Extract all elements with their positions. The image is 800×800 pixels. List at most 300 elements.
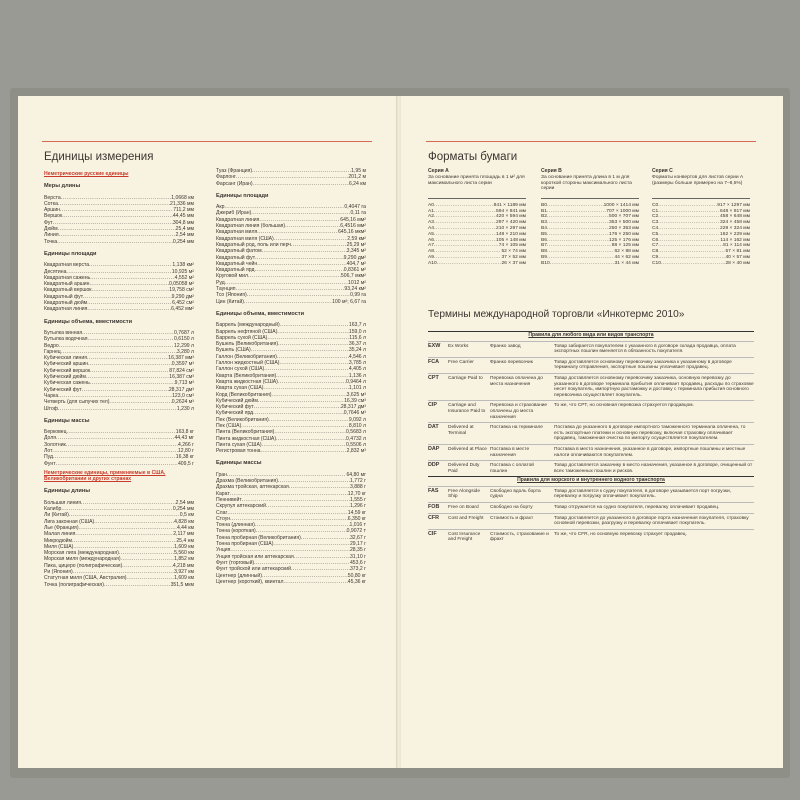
format-size: 176 × 250 мм <box>609 231 639 237</box>
unit-name: Цин (Китай) <box>216 298 245 305</box>
unit-value: 8,810 л <box>348 422 366 429</box>
format-code: B7 <box>541 243 547 249</box>
series-description: Форматы конвертов для листов серии A (размеры больше примерно на 7–8,5%) <box>652 175 750 199</box>
unit-name: Берковец <box>44 429 67 436</box>
unit-value: 0,5683 л <box>346 429 366 436</box>
unit-name: Руд <box>216 279 225 286</box>
unit-name: Штоф <box>44 405 58 412</box>
term-description: Товар отгружается на судно покупателя, перевалку оплачивает продавец. <box>554 505 720 511</box>
unit-name: Фунт тройской или аптекарский <box>216 566 292 573</box>
incoterm-row <box>428 422 754 444</box>
unit-value: 93,24 км² <box>344 286 366 293</box>
unit-value: 4,44 км <box>176 524 194 531</box>
unit-name: Пинта жидкостная (США) <box>216 435 277 442</box>
format-code: C5 <box>652 231 659 237</box>
term-russian: Поставка в месте назначения <box>490 446 530 458</box>
unit-name: Дюйм <box>44 226 58 233</box>
format-row <box>428 261 526 267</box>
term-code: DAT <box>428 424 439 431</box>
unit-value: 115,6 л <box>349 334 366 341</box>
unit-value: 29,17 г <box>349 541 366 548</box>
unit-value: 0,5506 л <box>346 441 366 448</box>
unit-name: Стоун <box>216 515 231 522</box>
unit-name: Малая линия <box>44 531 76 538</box>
unit-name: Четверть (для сыпучих тел) <box>44 399 110 406</box>
format-size: 648 × 917 мм <box>720 208 750 214</box>
dot-leader <box>57 239 173 245</box>
subsection-heading: Единицы объема, вместимости <box>216 310 305 317</box>
unit-name: Регистровая тонна <box>216 448 261 455</box>
unit-value: 25,4 мм <box>175 226 194 233</box>
term-english: Delivered at Place <box>448 446 487 452</box>
group2-rows <box>428 486 754 545</box>
unit-value: 4,266 г <box>177 441 194 448</box>
unit-row <box>44 239 194 245</box>
unit-name: Аршин <box>44 207 60 214</box>
format-size: 37 × 52 мм <box>501 254 526 260</box>
format-size: 1000 × 1414 мм <box>603 202 639 208</box>
unit-name: Фунт (торговый) <box>216 559 255 566</box>
unit-value: 19,758 см² <box>169 287 194 294</box>
format-code: A7 <box>428 243 434 249</box>
subsection-heading: Единицы массы <box>216 460 262 467</box>
unit-row <box>216 579 366 585</box>
term-code: CFR <box>428 514 440 521</box>
term-description: Товар забирается покупателем с указанного в договоре склада продавца, оплата экспортных пошлин вменяется в обязанность покупателя. <box>554 343 736 355</box>
unit-name: Бушель (США) <box>216 347 251 354</box>
unit-name: Микродюйм <box>44 537 73 544</box>
unit-value: 6,350 кг <box>347 515 366 522</box>
unit-name: Квадратная линия (большая) <box>216 223 286 230</box>
unit-name: Десятина <box>44 268 67 275</box>
dot-leader <box>550 261 615 267</box>
term-english: Ex Works <box>448 343 469 349</box>
unit-value: 201,2 м <box>348 174 366 181</box>
unit-name: Лье (Франция) <box>44 524 79 531</box>
unit-name: Калибр <box>44 506 62 513</box>
unit-name: Таунцип <box>216 286 236 293</box>
format-code: B4 <box>541 225 547 231</box>
format-code: C3 <box>652 220 659 226</box>
unit-row <box>44 461 194 467</box>
unit-name: Пеннивейт <box>216 496 242 503</box>
unit-value: 1,296 г <box>349 503 366 510</box>
format-size: 125 × 176 мм <box>609 237 639 243</box>
unit-row <box>216 448 366 454</box>
unit-value: 2,54 мм <box>175 232 194 239</box>
dot-leader <box>104 582 171 588</box>
unit-name: Кубический фут <box>44 386 82 393</box>
format-size: 57 × 81 мм <box>725 249 750 255</box>
unit-name: Квадратный фут <box>44 293 84 300</box>
unit-name: Галлон (Великобритания) <box>216 353 277 360</box>
format-code: A5 <box>428 231 434 237</box>
unit-name: Туаз (Франция) <box>216 168 253 174</box>
term-russian: Свободно на борту <box>490 505 533 511</box>
format-code: A8 <box>428 249 434 255</box>
unit-value: 159,0 л <box>348 328 366 335</box>
unit-value: 351,5 мкм <box>170 581 194 588</box>
unit-name: Бушель (Великобритания) <box>216 341 279 348</box>
term-english: Free on Board <box>448 505 479 511</box>
unit-value: 35,24 л <box>348 347 366 354</box>
unit-value: 1,230 л <box>176 405 194 412</box>
unit-name: Кубический дюйм <box>216 397 258 404</box>
term-description: Товар доставляется к судну покупателя, в договоре указывается порт погрузки, перевалку и погрузку оплачивает покупатель. <box>554 488 732 500</box>
unit-name: Драхма (Великобритания) <box>216 478 278 485</box>
unit-name: Бутылка водочная <box>44 336 88 343</box>
term-english: Carriage and Insurance Paid to <box>448 403 486 414</box>
term-russian: Франко завод <box>490 343 521 349</box>
unit-name: Квадратный аршин <box>44 281 90 288</box>
unit-name: Точка (полиграфическая) <box>44 581 104 588</box>
unit-value: 1,016 т <box>349 522 366 529</box>
unit-value: 1,0668 км <box>171 194 194 201</box>
unit-name: Линия <box>44 232 59 239</box>
format-size: 594 × 841 мм <box>496 208 526 214</box>
unit-name: Квадратная линия <box>44 306 88 313</box>
unit-value: 1,95 м <box>351 168 366 174</box>
unit-name: Пек (США) <box>216 422 242 429</box>
unit-value: 31,10 г <box>349 553 366 560</box>
format-size: 81 × 114 мм <box>723 243 750 249</box>
format-code: B10 <box>541 260 550 266</box>
format-code: A10 <box>428 260 437 266</box>
unit-value: 123,0 см³ <box>172 392 194 399</box>
format-size: 458 × 648 мм <box>720 214 750 220</box>
unit-name: Тонна (длинная) <box>216 522 255 529</box>
unit-value: 2,59 км² <box>347 235 366 242</box>
unit-value: 14,59 кг <box>347 509 366 516</box>
format-size: 297 × 420 мм <box>496 220 526 226</box>
unit-value: 44,45 мм <box>172 213 194 220</box>
unit-name: Сотка <box>44 200 58 207</box>
subsection-heading: Единицы массы <box>44 417 90 424</box>
format-code: A3 <box>428 220 434 226</box>
format-code: C1 <box>652 208 659 214</box>
term-russian: Поставка с оплатой пошлин <box>490 463 534 474</box>
subsection-heading: Единицы площади <box>44 250 97 257</box>
format-size: 917 × 1297 мм <box>717 202 750 208</box>
format-code: A1 <box>428 208 434 214</box>
unit-value: 1,852 км <box>174 556 194 563</box>
term-russian: Франко перевозчик <box>490 359 533 365</box>
top-red-rule <box>42 141 372 142</box>
unit-value: 87,824 см³ <box>169 367 194 374</box>
format-size: 250 × 353 мм <box>609 225 639 231</box>
unit-value: 4,828 км <box>174 518 194 525</box>
format-code: A6 <box>428 237 434 243</box>
unit-value: 0,254 мм <box>172 506 194 513</box>
term-code: CIP <box>428 402 437 409</box>
format-size: 148 × 210 мм <box>496 231 526 237</box>
unit-name: Гарнец <box>44 348 61 355</box>
unit-value: 100 м²; 6,67 га <box>332 298 366 305</box>
format-code: B5 <box>541 231 547 237</box>
dot-leader <box>56 461 178 467</box>
unit-name: Круговой мил <box>216 273 248 280</box>
units-title: Единицы измерения <box>44 151 154 163</box>
dot-leader <box>283 579 347 585</box>
unit-name: Пинта (Великобритания) <box>216 429 275 436</box>
incoterm-row <box>428 400 754 422</box>
subsection-heading: Единицы длины <box>44 488 91 495</box>
format-code: C7 <box>652 243 659 249</box>
term-english: Carriage Paid to <box>448 375 483 381</box>
unit-name: Квадратная сажень <box>44 274 91 281</box>
unit-value: 28,317 дм³ <box>168 386 194 393</box>
format-code: B8 <box>541 249 547 255</box>
format-size: 44 × 62 мм <box>614 254 639 260</box>
dot-leader <box>253 181 349 187</box>
unit-row <box>44 306 194 312</box>
unit-value: 0,5 км <box>179 512 194 519</box>
unit-value: 3,625 м³ <box>346 391 366 398</box>
unit-value: 3,280 л <box>176 348 194 355</box>
unit-row <box>44 406 194 412</box>
unit-value: 0,99 га <box>350 292 366 299</box>
unit-value: 36,37 л <box>348 341 366 348</box>
term-code: FCA <box>428 358 440 365</box>
series-a <box>428 169 526 267</box>
subsection-heading: Меры длины <box>44 183 81 190</box>
unit-row <box>216 299 366 305</box>
unit-name: Кубический фут <box>216 404 254 411</box>
incoterms-title: Термины международной торговли «Инкотермс 2010» <box>428 309 685 320</box>
subsection-heading: Единицы площади <box>216 192 269 199</box>
unit-name: Акр <box>216 204 225 211</box>
unit-value: 2,54 мм <box>175 499 194 506</box>
unit-name: Доля <box>44 435 56 442</box>
unit-value: 16,387 мм³ <box>168 355 194 362</box>
subsection-heading: Единицы объема, вместимости <box>44 318 133 325</box>
unit-name: Квадратная верста <box>44 262 90 269</box>
incoterm-row <box>428 460 754 476</box>
unit-name: Баррель (международный) <box>216 322 280 329</box>
unit-name: Квадратный дюйм <box>44 300 88 307</box>
unit-name: Баррель нефтяной (США) <box>216 328 278 335</box>
format-code: C2 <box>652 214 659 220</box>
format-size: 88 × 125 мм <box>611 243 639 249</box>
term-russian: Перевозка оплачена до места назначения <box>490 375 543 387</box>
unit-value: 1,101 л <box>348 385 366 392</box>
term-description: Товар доставляется основному перевозчику заказчика к указанному в договоре терминалу отправления, экспортные пошлины уплачивает продавец. <box>554 359 732 371</box>
unit-value: 3,785 л <box>348 360 366 367</box>
unit-name: Корд (Великобритания) <box>216 391 272 398</box>
unit-value: 21,336 мм <box>170 200 194 207</box>
unit-value: 9,290 дм² <box>171 293 194 300</box>
unit-value: 25,29 м² <box>346 241 366 248</box>
unit-name: Большая линия <box>44 499 82 506</box>
term-code: CPT <box>428 374 439 381</box>
paper-formats-title: Форматы бумаги <box>428 151 518 163</box>
unit-name: Лига законная (США) <box>44 518 95 525</box>
unit-value: 0,11 га <box>350 210 366 217</box>
unit-value: 4,552 м² <box>174 274 194 281</box>
format-code: C9 <box>652 254 659 260</box>
unit-value: 0,4732 л <box>346 435 366 442</box>
unit-value: 163,7 л <box>348 322 366 329</box>
unit-name: Галлон сухой (США) <box>216 366 265 373</box>
unit-value: 12,70 кг <box>347 490 366 497</box>
unit-value: 6,4516 мм² <box>340 223 366 230</box>
format-size: 62 × 88 мм <box>614 249 639 255</box>
unit-value: 1,772 г <box>349 478 366 485</box>
unit-value: 9,713 м³ <box>174 380 194 387</box>
unit-name: Морская лига (международная) <box>44 550 119 557</box>
unit-name: Вершок <box>44 213 63 220</box>
incoterm-row <box>428 373 754 400</box>
format-code: B1 <box>541 208 547 214</box>
unit-value: 0,7646 м³ <box>343 410 366 417</box>
unit-name: Квадратный фут <box>216 254 256 261</box>
unit-name: Пинта сухая (США) <box>216 441 262 448</box>
series-description: За основание принята длина в 1 м для короткой стороны максимального листа серии <box>541 175 639 199</box>
unit-value: 0,6150 л <box>174 336 194 343</box>
unit-value: 0,4047 га <box>344 204 366 211</box>
format-code: B3 <box>541 220 547 226</box>
format-size: 500 × 707 мм <box>609 214 639 220</box>
unit-name: Слаг <box>216 509 228 516</box>
unit-name: Фунт <box>44 460 56 467</box>
dot-leader <box>437 261 502 267</box>
unit-value: 1,555 г <box>349 496 366 503</box>
series-description: За основание принята площадь в 1 м² для максимального листа серии <box>428 175 526 199</box>
unit-value: 9,290 дм² <box>343 254 366 261</box>
unit-name: Гран <box>216 471 227 478</box>
unit-value: 16,39 см³ <box>344 397 366 404</box>
series-heading: Серия C <box>652 168 673 174</box>
term-description: Товар доставляется до указанного в договоре порта назначения покупателя, страховку основной перевозки, разгрузку и перевалку оплачивает покупатель. <box>554 515 749 527</box>
units-column-2 <box>216 168 366 585</box>
unit-value: 373,2 г <box>349 566 366 573</box>
unit-name: Скрупул аптекарский <box>216 503 266 510</box>
unit-name: Кубический вершок <box>44 367 91 374</box>
unit-name: Верста <box>44 194 61 201</box>
term-english: Free Alongside Ship <box>448 488 480 500</box>
unit-name: Фут <box>44 219 53 226</box>
unit-value: 28,317 дм³ <box>340 404 366 411</box>
unit-name: Пика, цицеро (полиграфическая) <box>44 562 123 569</box>
term-russian: Поставка на терминале <box>490 425 543 431</box>
unit-name: Драхма тройская, аптекарская <box>216 484 289 491</box>
term-english: Delivered at Terminal <box>448 425 474 436</box>
unit-name: Пек (Великобритания) <box>216 416 269 423</box>
unit-name: Баррель сухой (США) <box>216 334 268 341</box>
group1-caption: Правила для любого вида или видов транспорта <box>428 331 754 341</box>
unit-name: Фарлонг <box>216 174 236 181</box>
unit-value: 28,35 г <box>349 547 366 554</box>
term-code: FOB <box>428 504 440 511</box>
unit-value: 6,24 км <box>348 180 366 187</box>
format-row <box>541 261 639 267</box>
units-column-1 <box>44 168 194 588</box>
term-code: CIF <box>428 530 437 537</box>
incoterm-row <box>428 502 754 513</box>
unit-value: 12,80 г <box>177 447 194 454</box>
term-english: Delivered Duty Paid <box>448 463 480 474</box>
format-code: C10 <box>652 260 661 266</box>
term-code: FAS <box>428 487 439 494</box>
unit-name: Квадратная миля <box>216 229 258 236</box>
section-heading: Неметрические единицы, применяемые в США, Великобритании и других странах <box>44 469 166 483</box>
unit-name: Кварта жидкостная (США) <box>216 378 278 385</box>
unit-name: Унция тройская или аптекарская <box>216 553 294 560</box>
unit-value: 6,452 мм² <box>171 306 194 313</box>
unit-value: 32,67 г <box>349 534 366 541</box>
unit-name: Тонна пробирная (Великобритания) <box>216 534 301 541</box>
unit-value: 2,832 м³ <box>346 448 366 455</box>
unit-name: Фарсанг (Иран) <box>216 180 253 187</box>
format-code: A0 <box>428 202 434 208</box>
incoterm-row <box>428 444 754 460</box>
unit-value: 163,8 кг <box>175 429 194 436</box>
unit-name: Ли (Китай) <box>44 512 69 519</box>
unit-name: Пуд <box>44 454 54 461</box>
unit-value: 0,8361 м² <box>343 267 366 274</box>
format-size: 707 × 1000 мм <box>606 208 639 214</box>
format-code: B0 <box>541 202 547 208</box>
unit-value: 5,560 км <box>174 550 194 557</box>
format-size: 52 × 74 мм <box>501 249 526 255</box>
unit-value: 0,2624 м³ <box>171 399 194 406</box>
format-code: A2 <box>428 214 434 220</box>
unit-value: 0,9072 т <box>346 528 366 535</box>
unit-value: 1012 м² <box>348 279 366 286</box>
unit-value: 645,16 мм² <box>340 216 366 223</box>
dot-leader <box>661 261 725 267</box>
unit-value: 16,38 кг <box>175 454 194 461</box>
unit-value: 45,36 кг <box>347 578 366 585</box>
format-code: B9 <box>541 254 547 260</box>
unit-name: Кубический дюйм <box>44 374 86 381</box>
unit-value: 6,452 см² <box>172 300 194 307</box>
unit-value: 0,7687 л <box>174 329 194 336</box>
format-size: 324 × 458 мм <box>720 220 750 226</box>
format-code: C0 <box>652 202 659 208</box>
format-size: 162 × 229 мм <box>720 231 750 237</box>
dot-leader <box>260 448 346 454</box>
unit-name: Квадратный чейн <box>216 260 258 267</box>
unit-name: Ведро <box>44 342 59 349</box>
unit-name: Статутная миля (США, Австралия) <box>44 575 127 582</box>
unit-value: 453,6 г <box>349 559 366 566</box>
unit-name: Центнер (длинный) <box>216 572 262 579</box>
term-russian: Свободно вдоль борта судна <box>490 488 541 500</box>
section-heading: Неметрические русские единицы <box>44 171 129 177</box>
format-size: 26 × 37 мм <box>501 260 526 266</box>
series-b <box>541 169 639 267</box>
format-size: 210 × 297 мм <box>496 225 526 231</box>
format-code: B6 <box>541 237 547 243</box>
unit-value: 1,138 км² <box>172 262 194 269</box>
unit-value: 12,299 л <box>174 342 194 349</box>
unit-value: 64,80 мг <box>346 471 366 478</box>
term-russian: Перевозка и страхование оплачены до места назначения <box>490 403 548 420</box>
incoterms-table <box>428 331 754 545</box>
format-code: C4 <box>652 225 659 231</box>
term-russian: Стоимость, страхование и фрахт <box>490 531 549 543</box>
unit-value: 0,05058 м² <box>168 281 194 288</box>
unit-value: 0,254 мм <box>172 238 194 245</box>
unit-name: Квадратный вершок <box>44 287 92 294</box>
unit-name: Карат <box>216 490 230 497</box>
format-size: 229 × 324 мм <box>720 225 750 231</box>
term-english: Cost and Freight <box>448 515 484 521</box>
term-description: Товар доставляется заказчику в место назначения, указанное в договоре, очищенный от всех таможенных пошлин и рисков. <box>554 463 753 474</box>
format-code: B2 <box>541 214 547 220</box>
format-size: 420 × 594 мм <box>496 214 526 220</box>
